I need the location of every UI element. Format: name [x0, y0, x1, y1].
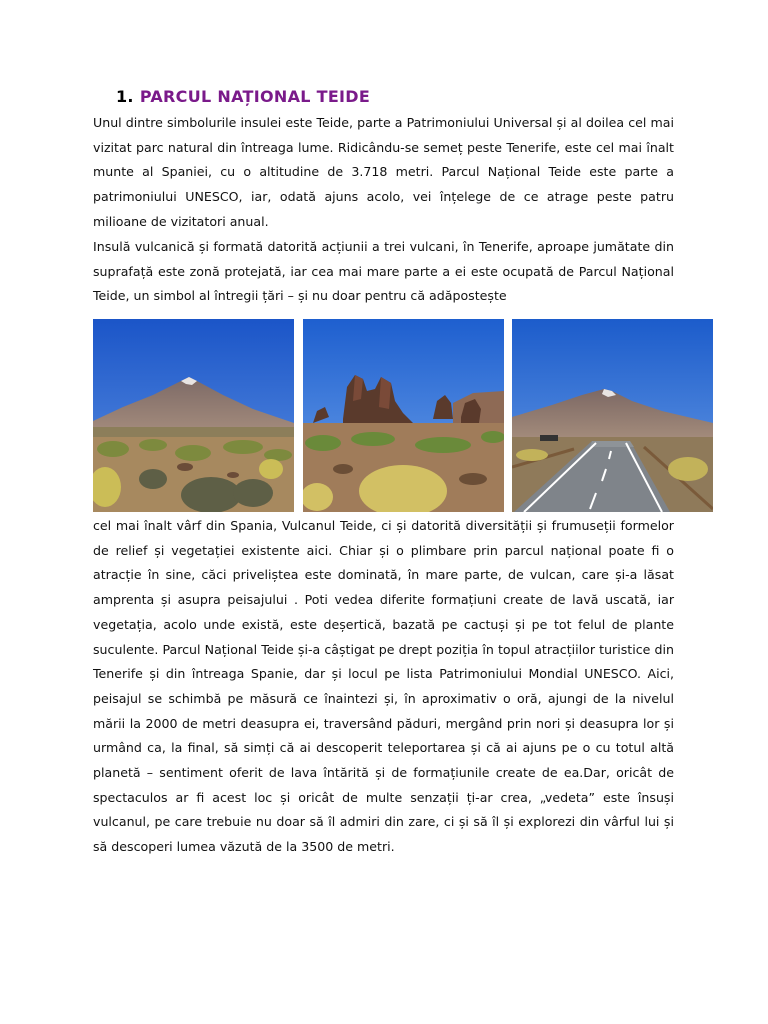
heading-title: PARCUL NAȚIONAL TEIDE — [139, 87, 371, 106]
paragraph-intro: Unul dintre simbolurile insulei este Teide, parte a Patrimoniului Universal și al doilea cel mai vizitat parc natural din întreaga lume. Ridicându-se semeț peste Tenerife, este cel mai înalt munte al Spaniei, cu o altitudine de 3.718 metri. Parcul Național Teide este parte a patrimoniului UNESCO, iar, odată ajuns acolo, vei înțelege de ce atrage peste patru milioane de vizitatori anual. — [93, 115, 674, 229]
paragraph-teide-description: cel mai înalt vârf din Spania, Vulcanul Teide, ci și datorită diversității și frumuseții formelor de relief și vegetației existente aici. Chiar și o plimbare prin parcul național poate fi o atracție în sine, căci priveliștea este dominată, în mare parte, de vulcan, care și-a lăsat amprenta și asupra peisajului . Poti vedea diferite formațiuni create de lavă uscată, iar vegetația, acolo unde există, este deșertică, bazată pe cactuși și pe tot felul de plante suculente. Parcul Național Teide și-a câștigat pe drept poziția în topul atracțiilor turistice din Tenerife și din întreaga Spanie, dar și locul pe lista Patrimoniului Mondial UNESCO. Aici, peisajul se schimbă pe măsură ce înaintezi și, în aproximativ o oră, ajungi de la nivelul mării la 2000 de metri deasupra ei, traversând păduri, mergând prin nori și deasupra lor și urmând ca, la final, să simți că ai descoperit teleportarea și că ai ajuns pe o cu totul altă planetă – sentiment oferit de lava întărită și de formațiunile create de ea.Dar, oricât de spectaculos ar fi acest loc și oricât de multe senzații ți-ar crea, „vedeta” este însuși vulcanul, pe care trebuie nu doar să îl admiri din zare, ci și să îl și explorezi din vârful lui și să descoperi lumea văzută de la 3500 de metri. — [93, 518, 674, 855]
heading-number: 1. — [116, 87, 134, 106]
photo-lava-rock-formations — [303, 319, 504, 512]
photo-road-to-teide — [512, 319, 713, 512]
photo-teide-volcano — [93, 319, 294, 512]
paragraph-volcanic-island: Insulă vulcanică și formată datorită acțiunii a trei vulcani, în Tenerife, aproape jumătate din suprafață este zonă protejată, iar cea mai mare parte a ei este ocupată de Parcul Național Teide, un simbol al întregii țări – și nu doar pentru că adăpostește — [93, 239, 674, 304]
section-heading — [116, 86, 370, 108]
